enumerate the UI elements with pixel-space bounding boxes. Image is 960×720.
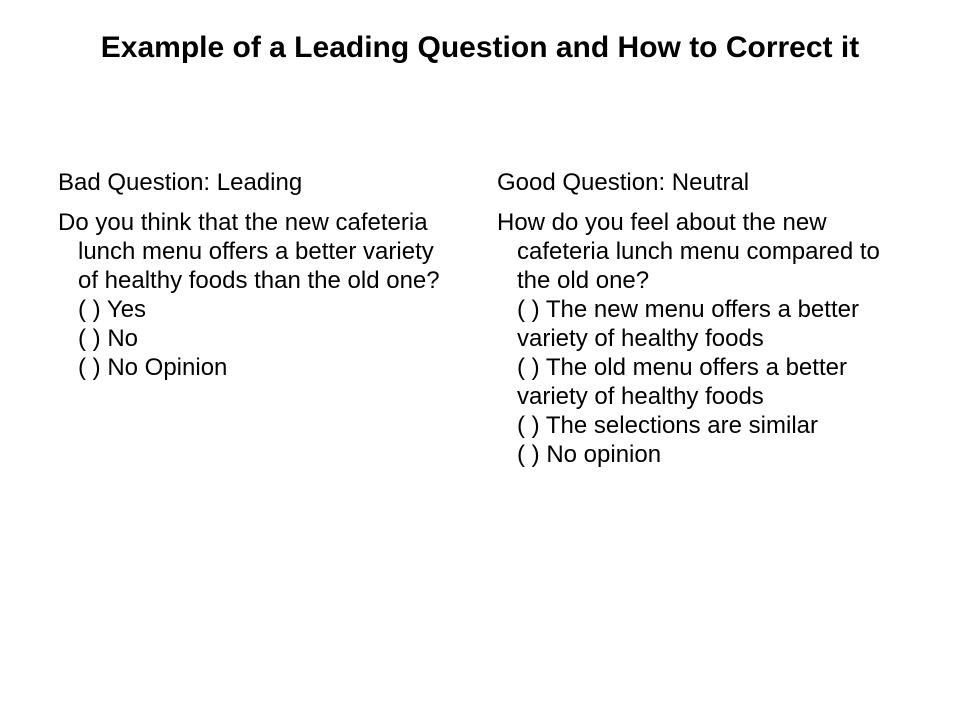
bad-option-no-opinion: ( ) No Opinion bbox=[78, 354, 228, 381]
good-option-old-menu: ( ) The old menu offers a better variety of healthy foods bbox=[517, 354, 847, 410]
good-question-options bbox=[497, 295, 917, 469]
bad-question-heading: Bad Question: Leading bbox=[58, 169, 303, 196]
good-option-new-menu: ( ) The new menu offers a better variety of healthy foods bbox=[517, 296, 859, 352]
good-option-similar: ( ) The selections are similar bbox=[517, 412, 818, 439]
slide-title: Example of a Leading Question and How to Correct it bbox=[100, 31, 860, 64]
bad-option-yes: ( ) Yes bbox=[78, 296, 147, 323]
bad-question-column bbox=[58, 168, 458, 382]
good-question-heading: Good Question: Neutral bbox=[497, 169, 750, 196]
good-option-no-opinion: ( ) No opinion bbox=[517, 441, 662, 468]
good-question-column bbox=[497, 168, 917, 469]
bad-question-options bbox=[58, 295, 458, 382]
bad-option-no: ( ) No bbox=[78, 325, 138, 352]
good-question-text: How do you feel about the new cafeteria lunch menu compared to the old one? bbox=[497, 209, 880, 294]
bad-question-text: Do you think that the new cafeteria lunch menu offers a better variety of healthy foods than the old one? bbox=[58, 209, 440, 294]
